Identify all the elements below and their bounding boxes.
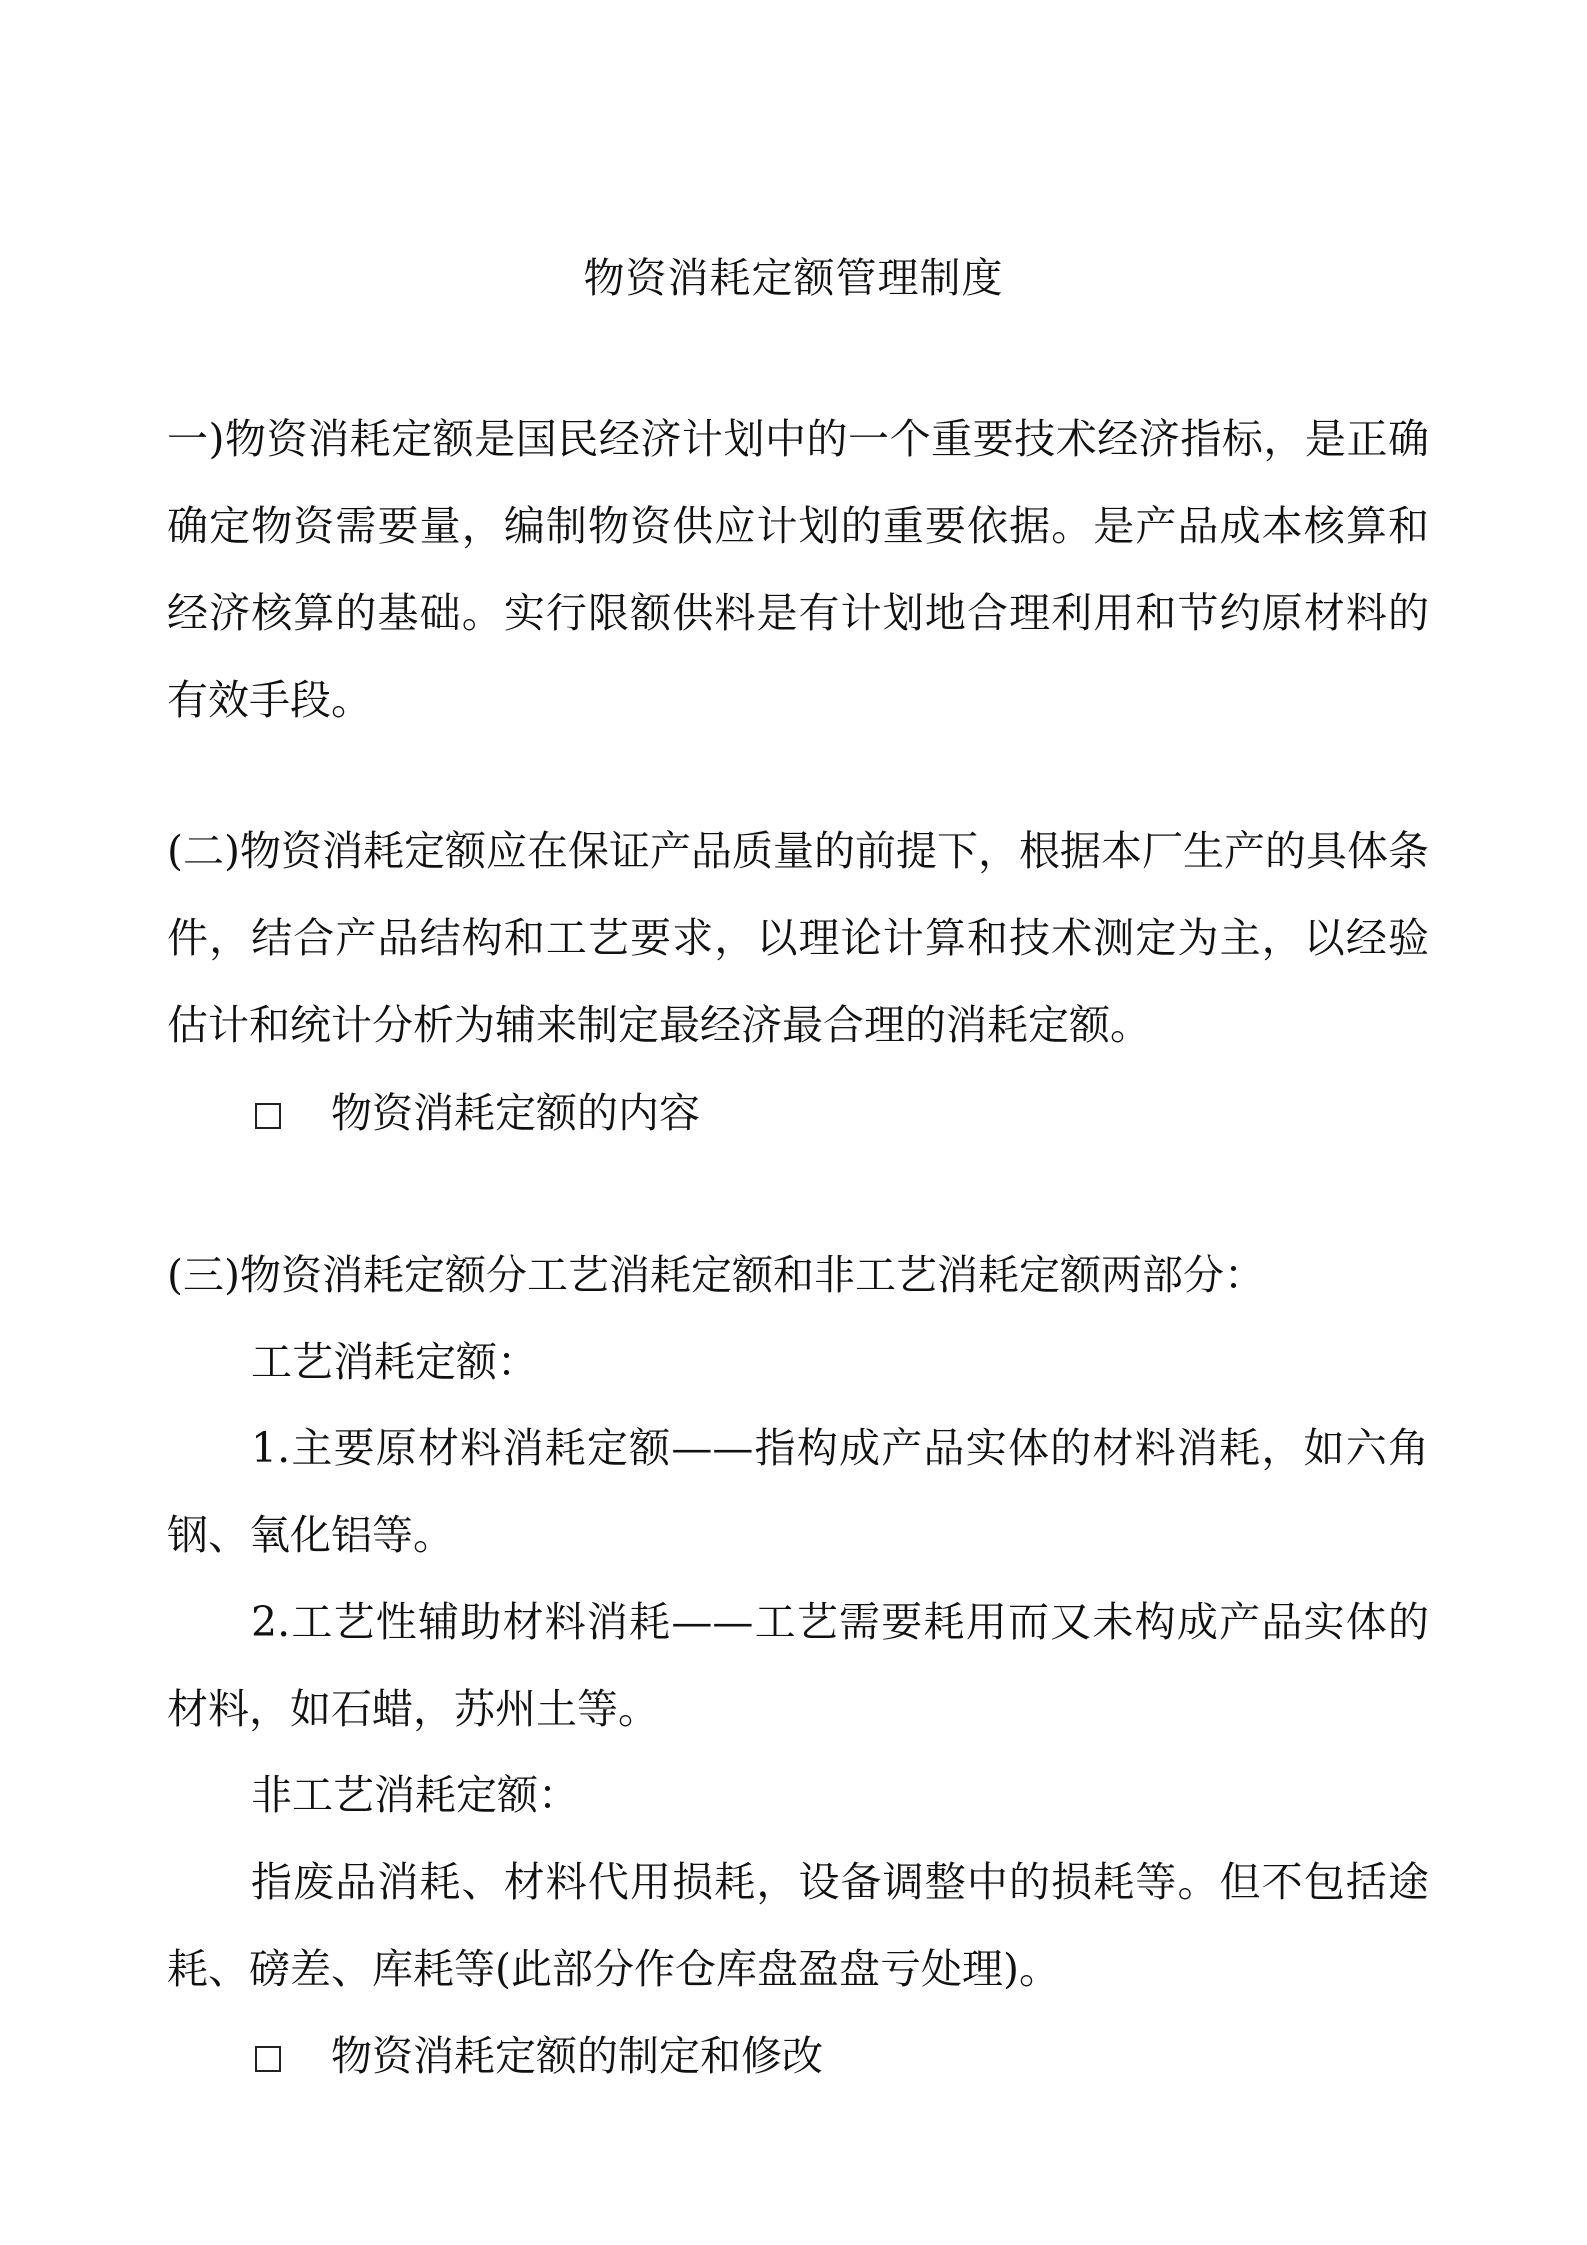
subheading-non-process: 非工艺消耗定额： (251, 1771, 579, 1819)
paragraph-2: (二)物资消耗定额应在保证产品质量的前提下，根据本厂生产的具体条件，结合产品结构和工艺要求，以理论计算和技术测定为主，以经验估计和统计分析为辅来制定最经济最合理的消耗定额。 (167, 827, 1429, 1049)
section-heading-formulation (255, 2013, 823, 2100)
list-item-2: 2.工艺性辅助材料消耗——工艺需要耗用而又未构成产品实体的材料，如石蜡，苏州土等。 (167, 1598, 1429, 1733)
checkbox-square-icon (255, 2046, 281, 2072)
paragraph-1: 一)物资消耗定额是国民经济计划中的一个重要技术经济指标，是正确确定物资需要量，编制物资供应计划的重要依据。是产品成本核算和经济核算的基础。实行限额供料是有计划地合理利用和节约原材料的有效手段。 (167, 415, 1429, 724)
paragraph-4: 指废品消耗、材料代用损耗，设备调整中的损耗等。但不包括途耗、磅差、库耗等(此部分作仓库盘盈盘亏处理)。 (167, 1858, 1429, 1993)
subheading-process: 工艺消耗定额： (251, 1338, 538, 1386)
section-heading-formulation-label: 物资消耗定额的制定和修改 (331, 2032, 823, 2080)
section-heading-content-label: 物资消耗定额的内容 (331, 1089, 700, 1137)
document-title: 物资消耗定额管理制度 (583, 254, 1004, 302)
section-heading-content (255, 1070, 700, 1157)
checkbox-square-icon (255, 1103, 281, 1129)
list-item-1: 1.主要原材料消耗定额——指构成产品实体的材料消耗，如六角钢、氧化铝等。 (167, 1424, 1429, 1559)
paragraph-3: (三)物资消耗定额分工艺消耗定额和非工艺消耗定额两部分： (167, 1251, 1265, 1299)
